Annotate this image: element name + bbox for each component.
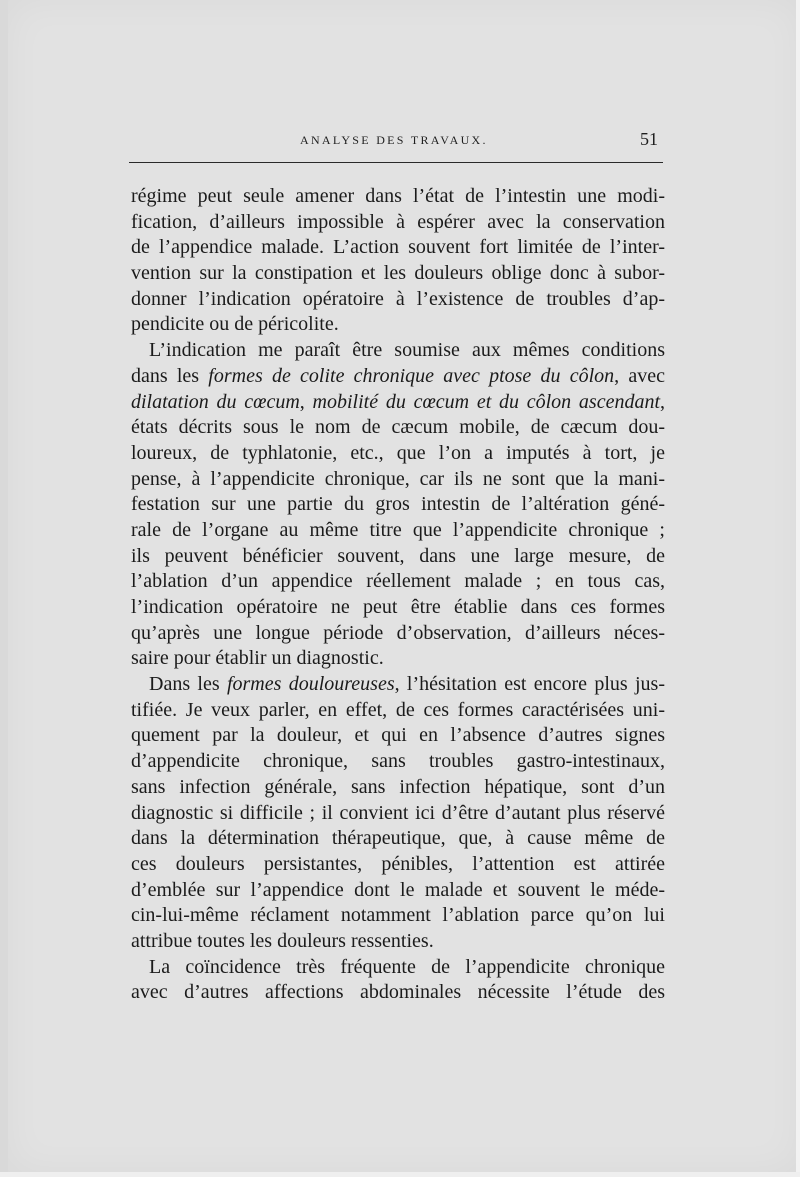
text-segment: Dans les — [149, 673, 227, 696]
text-segment: , — [660, 390, 666, 413]
text-line — [131, 390, 665, 416]
text-line: fication, d’ailleurs impossible à espérer avec la conservation — [131, 210, 665, 233]
text-line: quement par la douleur, et qui en l’absence d’autres signes — [131, 724, 665, 747]
text-segment: dans les — [131, 364, 209, 387]
page-right-edge — [796, 0, 800, 1177]
italic-term: formes douloureuses — [226, 673, 395, 696]
text-line: dans la détermination thérapeutique, que, à cause même de — [131, 827, 665, 850]
text-line: donner l’indication opératoire à l’existence de troubles d’ap- — [131, 287, 665, 310]
text-line: La coïncidence très fréquente de l’appendicite chronique — [149, 955, 665, 978]
text-segment: , — [299, 390, 313, 413]
text-line: l’indication opératoire ne peut être établie dans ces formes — [131, 596, 665, 618]
text-line: attribue toutes les douleurs ressenties. — [131, 929, 434, 952]
running-header — [130, 130, 658, 154]
text-line: ils peuvent bénéficier souvent, dans une large mesure, de — [131, 544, 665, 567]
text-line: sans infection générale, sans infection hépatique, sont d’un — [131, 775, 665, 798]
text-line: qu’après une longue période d’observation, d’ailleurs néces- — [131, 621, 665, 644]
text-line: d’emblée sur l’appendice dont le malade et souvent le méde- — [131, 878, 665, 901]
text-line: tifiée. Je veux parler, en effet, de ces formes caractérisées uni- — [131, 698, 665, 721]
text-line: ces douleurs persistantes, pénibles, l’attention est attirée — [131, 852, 665, 875]
text-line: l’ablation d’un appendice réellement malade ; en tous cas, — [131, 570, 665, 593]
body-text — [131, 184, 665, 1006]
page-bottom-edge — [0, 1172, 800, 1177]
text-line: pense, à l’appendicite chronique, car ils ne sont que la mani- — [131, 467, 665, 490]
text-line: cin-lui-même réclament notamment l’ablation parce qu’on lui — [131, 904, 665, 927]
text-line: avec d’autres affections abdominales nécessite l’étude des — [131, 981, 665, 1004]
italic-term: dilatation du cœcum — [131, 390, 300, 413]
page-number: 51 — [640, 129, 658, 149]
text-line: L’indication me paraît être soumise aux mêmes conditions — [149, 339, 665, 362]
text-line: diagnostic si difficile ; il convient ici d’être d’autant plus réservé — [131, 801, 665, 824]
text-line: vention sur la constipation et les douleurs oblige donc à subor- — [131, 262, 665, 285]
text-line — [131, 672, 665, 698]
text-segment: , l’hésitation est encore plus jus- — [394, 673, 665, 696]
text-line: d’appendicite chronique, sans troubles gastro-intestinaux, — [131, 750, 665, 773]
italic-term: mobilité du cœcum et du côlon ascendant — [312, 390, 661, 413]
text-line — [131, 364, 665, 390]
text-line: loureux, de typhlatonie, etc., que l’on a imputés à tort, je — [131, 441, 665, 464]
running-title: ANALYSE DES TRAVAUX. — [300, 133, 488, 147]
text-line: pendicite ou de péricolite. — [131, 313, 339, 336]
text-line: régime peut seule amener dans l’état de l’intestin une modi- — [131, 185, 665, 207]
text-line: festation sur une partie du gros intestin de l’altération géné- — [131, 493, 665, 516]
text-line: états décrits sous le nom de cæcum mobile, de cæcum dou- — [131, 416, 665, 439]
text-line: de l’appendice malade. L’action souvent fort limitée de l’inter- — [131, 236, 665, 259]
text-segment: , avec — [614, 364, 665, 387]
header-rule — [129, 162, 663, 163]
italic-term: formes de colite chronique avec ptose du côlon — [208, 364, 615, 387]
text-line: saire pour établir un diagnostic. — [131, 647, 384, 670]
text-line: rale de l’organe au même titre que l’appendicite chronique ; — [131, 518, 665, 541]
